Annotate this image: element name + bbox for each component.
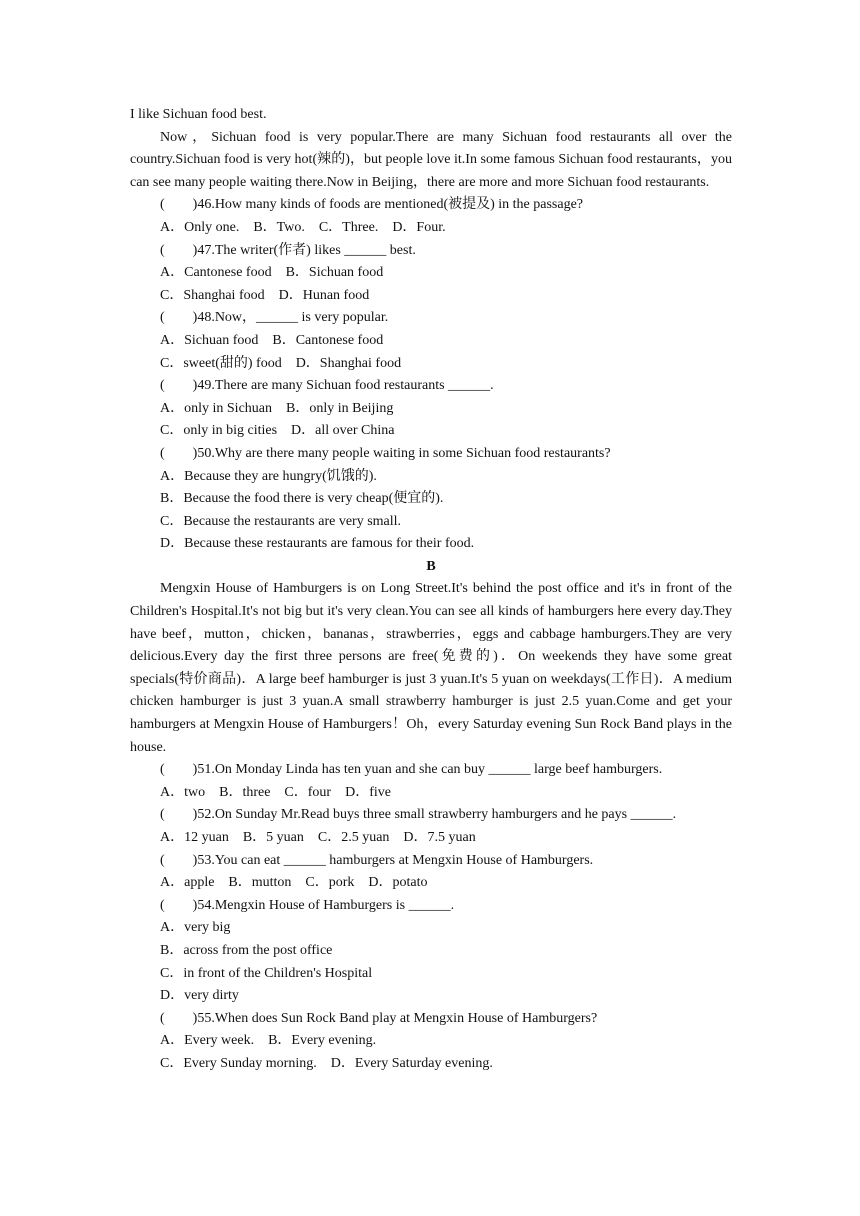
answer-options: A．Because they are hungry(饥饿的). — [160, 468, 377, 484]
answer-options: C．only in big cities D．all over China — [160, 423, 395, 439]
passage-a-paragraph: Now，Sichuan food is very popular.There are many Sichuan food restaurants all over the country.Sichuan food is very hot(辣的)，but people love it.In some famous Sichuan food restaurants，you can see many people waiting there.Now in Beijing，there are more and more Sichuan food restaurants. — [130, 129, 732, 190]
answer-options: A．only in Sichuan B．only in Beijing — [160, 400, 394, 416]
question-stem: ( )47.The writer(作者) likes ______ best. — [160, 242, 416, 258]
question-stem: ( )53.You can eat ______ hamburgers at Mengxin House of Hamburgers. — [160, 852, 594, 868]
question-stem: ( )46.How many kinds of foods are mentioned(被提及) in the passage? — [160, 197, 584, 213]
questions-section-a — [130, 194, 732, 556]
passage-a-line: I like Sichuan food best. — [130, 107, 267, 122]
answer-options: D．very dirty — [160, 988, 239, 1004]
answer-options: C．sweet(甜的) food D．Shanghai food — [160, 355, 402, 371]
answer-options: C．Every Sunday morning. D．Every Saturday evening. — [160, 1055, 493, 1071]
answer-options: A．apple B．mutton C．pork D．potato — [160, 875, 428, 891]
questions-section-b — [130, 759, 732, 1075]
question-stem: ( )52.On Sunday Mr.Read buys three small strawberry hamburgers and he pays ______. — [160, 807, 677, 823]
question-stem: ( )48.Now，______ is very popular. — [160, 310, 389, 326]
answer-options: A．Sichuan food B．Cantonese food — [160, 332, 384, 348]
answer-options: B．across from the post office — [160, 942, 333, 958]
question-stem: ( )55.When does Sun Rock Band play at Mengxin House of Hamburgers? — [160, 1010, 598, 1026]
question-stem: ( )51.On Monday Linda has ten yuan and she can buy ______ large beef hamburgers. — [160, 762, 663, 778]
answer-options: A．12 yuan B．5 yuan C．2.5 yuan D．7.5 yuan — [160, 830, 476, 845]
question-stem: ( )54.Mengxin House of Hamburgers is ______. — [160, 897, 455, 913]
section-b-heading: B — [426, 558, 436, 574]
answer-options: A．Cantonese food B．Sichuan food — [160, 265, 384, 281]
passage-b-paragraph: Mengxin House of Hamburgers is on Long Street.It's behind the post office and it's in front of the Children's Hospital.It's not big but it's very clean.You can see all kinds of hamburgers here every day.They have beef，mutton，chicken，bananas，strawberries，eggs and cabbage hamburgers.They are very delicious.Every day the first three persons are free(免费的)．On weekends they have some great specials(特价商品)．A large beef hamburger is just 3 yuan.It's 5 yuan on weekdays(工作日)．A medium chicken hamburger is just 3 yuan.A small strawberry hamburger is just 2.5 yuan.Come and get your hamburgers at Mengxin House of Hamburgers！Oh，every Saturday evening Sun Rock Band plays in the house. — [130, 581, 732, 755]
answer-options: C．Because the restaurants are very small. — [160, 513, 402, 529]
answer-options: A．Every week. B．Every evening. — [160, 1033, 377, 1049]
answer-options: B．Because the food there is very cheap(便宜的). — [160, 491, 444, 507]
answer-options: C．in front of the Children's Hospital — [160, 965, 373, 981]
question-stem: ( )49.There are many Sichuan food restaurants ______. — [160, 378, 494, 394]
answer-options: A．very big — [160, 920, 231, 936]
answer-options: A．Only one. B．Two. C．Three. D．Four. — [160, 219, 446, 235]
question-stem: ( )50.Why are there many people waiting in some Sichuan food restaurants? — [160, 445, 611, 461]
answer-options: D．Because these restaurants are famous for their food. — [160, 536, 475, 552]
answer-options: C．Shanghai food D．Hunan food — [160, 287, 370, 303]
document-page — [130, 104, 732, 1076]
answer-options: A．two B．three C．four D．five — [160, 784, 391, 800]
